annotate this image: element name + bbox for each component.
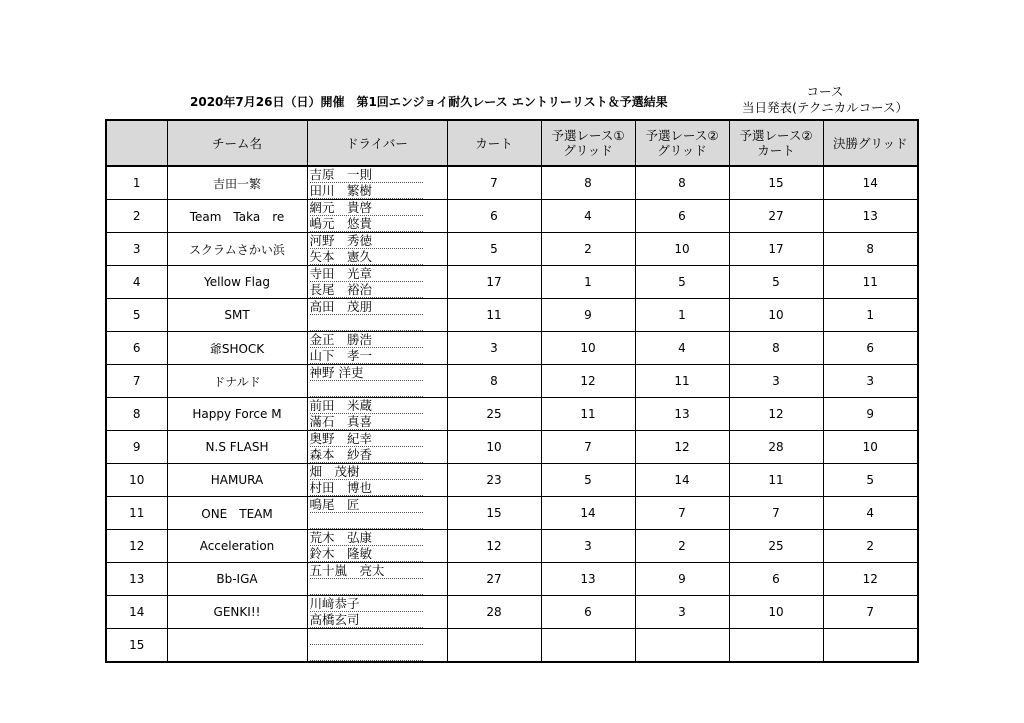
- driver-name: [310, 629, 423, 645]
- driver-cell: [307, 299, 447, 332]
- q1-grid: 7: [541, 431, 635, 464]
- table-row: [106, 365, 918, 398]
- driver-cell: [307, 497, 447, 530]
- course-info: [730, 84, 920, 116]
- q2-kart: 12: [729, 398, 823, 431]
- driver-name: [310, 579, 423, 595]
- table-row: [106, 332, 918, 365]
- kart-number: 7: [447, 166, 541, 200]
- team-name: スクラムさかい浜: [167, 233, 307, 266]
- kart-number: 12: [447, 530, 541, 563]
- q1-grid: 4: [541, 200, 635, 233]
- driver-cell: [307, 431, 447, 464]
- row-no: 11: [106, 497, 167, 530]
- table-row: [106, 431, 918, 464]
- q2-kart: 8: [729, 332, 823, 365]
- final-grid: 3: [823, 365, 918, 398]
- kart-number: 8: [447, 365, 541, 398]
- kart-number: 6: [447, 200, 541, 233]
- header-q2-grid-line1: 予選レース②: [645, 128, 719, 143]
- header-q1-grid: [541, 120, 635, 166]
- driver-name: 田川 繁樹: [310, 183, 423, 199]
- final-grid: 12: [823, 563, 918, 596]
- table-row: [106, 398, 918, 431]
- driver-name: 滿石 真喜: [310, 414, 423, 430]
- kart-number: 11: [447, 299, 541, 332]
- q2-grid: 4: [635, 332, 729, 365]
- row-no: 4: [106, 266, 167, 299]
- kart-number: 15: [447, 497, 541, 530]
- q2-kart: 27: [729, 200, 823, 233]
- q2-grid: 5: [635, 266, 729, 299]
- row-no: 5: [106, 299, 167, 332]
- team-name: 爺SHOCK: [167, 332, 307, 365]
- team-name: [167, 629, 307, 663]
- q2-grid: 10: [635, 233, 729, 266]
- q2-grid: 3: [635, 596, 729, 629]
- row-no: 6: [106, 332, 167, 365]
- driver-name: 吉原 一則: [310, 167, 423, 183]
- table-row: [106, 530, 918, 563]
- q2-grid: 6: [635, 200, 729, 233]
- table-row: [106, 266, 918, 299]
- q2-grid: 8: [635, 166, 729, 200]
- final-grid: 6: [823, 332, 918, 365]
- team-name: Acceleration: [167, 530, 307, 563]
- q2-grid: 13: [635, 398, 729, 431]
- q1-grid: 1: [541, 266, 635, 299]
- driver-name: 村田 博也: [310, 480, 423, 496]
- final-grid: 7: [823, 596, 918, 629]
- q1-grid: [541, 629, 635, 663]
- driver-cell: [307, 398, 447, 431]
- row-no: 12: [106, 530, 167, 563]
- table-row: [106, 464, 918, 497]
- driver-name: 鳴尾 匠: [310, 497, 423, 513]
- team-name: ONE TEAM: [167, 497, 307, 530]
- q2-grid: 2: [635, 530, 729, 563]
- q1-grid: 8: [541, 166, 635, 200]
- kart-number: 25: [447, 398, 541, 431]
- header-q2-kart-line1: 予選レース②: [739, 128, 813, 143]
- kart-number: 3: [447, 332, 541, 365]
- driver-cell: [307, 200, 447, 233]
- row-no: 2: [106, 200, 167, 233]
- team-name: HAMURA: [167, 464, 307, 497]
- q1-grid: 9: [541, 299, 635, 332]
- kart-number: 5: [447, 233, 541, 266]
- final-grid: 8: [823, 233, 918, 266]
- row-no: 9: [106, 431, 167, 464]
- table-row: [106, 497, 918, 530]
- q2-grid: 14: [635, 464, 729, 497]
- driver-name: 森本 紗香: [310, 447, 423, 463]
- q2-kart: 5: [729, 266, 823, 299]
- final-grid: 5: [823, 464, 918, 497]
- q1-grid: 10: [541, 332, 635, 365]
- table-row: [106, 596, 918, 629]
- driver-name: 高橋玄司: [310, 612, 423, 628]
- driver-cell: [307, 464, 447, 497]
- q1-grid: 5: [541, 464, 635, 497]
- driver-cell: [307, 530, 447, 563]
- team-name: GENKI!!: [167, 596, 307, 629]
- q2-grid: 12: [635, 431, 729, 464]
- driver-name: [310, 381, 423, 397]
- q2-grid: 9: [635, 563, 729, 596]
- table-row: [106, 200, 918, 233]
- kart-number: [447, 629, 541, 663]
- driver-cell: [307, 166, 447, 200]
- header-driver: ドライバー: [307, 120, 447, 166]
- course-value: 当日発表(テクニカルコース）: [741, 100, 908, 115]
- driver-name: 嶋元 悠貴: [310, 216, 423, 232]
- q1-grid: 12: [541, 365, 635, 398]
- driver-cell: [307, 332, 447, 365]
- kart-number: 23: [447, 464, 541, 497]
- table-row: [106, 299, 918, 332]
- q1-grid: 14: [541, 497, 635, 530]
- driver-cell: [307, 266, 447, 299]
- kart-number: 27: [447, 563, 541, 596]
- final-grid: 1: [823, 299, 918, 332]
- header-q2-kart-line2: カート: [757, 143, 795, 158]
- header-q2-grid: [635, 120, 729, 166]
- q1-grid: 2: [541, 233, 635, 266]
- q1-grid: 11: [541, 398, 635, 431]
- row-no: 10: [106, 464, 167, 497]
- document-title: 2020年7月26日（日）開催 第1回エンジョイ耐久レース エントリーリスト＆予選結果: [190, 95, 668, 109]
- final-grid: 2: [823, 530, 918, 563]
- header-no: [106, 120, 167, 166]
- final-grid: 13: [823, 200, 918, 233]
- driver-cell: [307, 563, 447, 596]
- team-name: Yellow Flag: [167, 266, 307, 299]
- final-grid: 4: [823, 497, 918, 530]
- final-grid: 11: [823, 266, 918, 299]
- course-label: コース: [806, 84, 844, 99]
- driver-cell: [307, 233, 447, 266]
- header-row: [106, 120, 918, 166]
- driver-name: 前田 米蔵: [310, 398, 423, 414]
- row-no: 7: [106, 365, 167, 398]
- row-no: 8: [106, 398, 167, 431]
- q2-kart: 25: [729, 530, 823, 563]
- driver-name: [310, 315, 423, 331]
- driver-name: 高田 茂朋: [310, 299, 423, 315]
- driver-name: 山下 孝一: [310, 348, 423, 364]
- driver-cell: [307, 596, 447, 629]
- final-grid: 10: [823, 431, 918, 464]
- driver-name: 畑 茂樹: [310, 464, 423, 480]
- driver-name: 河野 秀徳: [310, 233, 423, 249]
- q2-kart: 7: [729, 497, 823, 530]
- driver-name: 荒木 弘康: [310, 530, 423, 546]
- driver-name: 金正 勝浩: [310, 332, 423, 348]
- kart-number: 10: [447, 431, 541, 464]
- q2-kart: [729, 629, 823, 663]
- row-no: 1: [106, 166, 167, 200]
- header-q1-grid-line1: 予選レース①: [551, 128, 625, 143]
- header-q2-kart: [729, 120, 823, 166]
- q2-grid: [635, 629, 729, 663]
- q2-kart: 10: [729, 299, 823, 332]
- q2-kart: 3: [729, 365, 823, 398]
- q1-grid: 3: [541, 530, 635, 563]
- driver-cell: [307, 365, 447, 398]
- table-row: [106, 166, 918, 200]
- q2-kart: 10: [729, 596, 823, 629]
- row-no: 15: [106, 629, 167, 663]
- driver-name: 奥野 紀幸: [310, 431, 423, 447]
- q2-grid: 1: [635, 299, 729, 332]
- kart-number: 28: [447, 596, 541, 629]
- q2-kart: 17: [729, 233, 823, 266]
- driver-name: 矢本 憲久: [310, 249, 423, 265]
- team-name: Team Taka re: [167, 200, 307, 233]
- table-row: [106, 629, 918, 663]
- header-final-grid: 決勝グリッド: [823, 120, 918, 166]
- row-no: 3: [106, 233, 167, 266]
- row-no: 13: [106, 563, 167, 596]
- driver-cell: [307, 629, 447, 663]
- team-name: SMT: [167, 299, 307, 332]
- header-q1-grid-line2: グリッド: [563, 143, 613, 158]
- driver-name: 長尾 裕治: [310, 282, 423, 298]
- team-name: ドナルド: [167, 365, 307, 398]
- driver-name: 寺田 光章: [310, 266, 423, 282]
- driver-name: 川﨑恭子: [310, 596, 423, 612]
- driver-name: 網元 貴啓: [310, 200, 423, 216]
- q2-kart: 11: [729, 464, 823, 497]
- table-row: [106, 563, 918, 596]
- q1-grid: 13: [541, 563, 635, 596]
- team-name: Bb-IGA: [167, 563, 307, 596]
- q2-kart: 28: [729, 431, 823, 464]
- driver-name: [310, 513, 423, 529]
- header-kart: カート: [447, 120, 541, 166]
- entry-results-table: [105, 119, 919, 663]
- driver-name: 鈴木 隆敏: [310, 546, 423, 562]
- team-name: 吉田一繁: [167, 166, 307, 200]
- driver-name: 神野 洋吏: [310, 365, 423, 381]
- kart-number: 17: [447, 266, 541, 299]
- final-grid: 9: [823, 398, 918, 431]
- q1-grid: 6: [541, 596, 635, 629]
- row-no: 14: [106, 596, 167, 629]
- driver-name: 五十嵐 亮太: [310, 563, 423, 579]
- header-team: チーム名: [167, 120, 307, 166]
- table-row: [106, 233, 918, 266]
- team-name: Happy Force M: [167, 398, 307, 431]
- header-q2-grid-line2: グリッド: [657, 143, 707, 158]
- q2-grid: 7: [635, 497, 729, 530]
- q2-grid: 11: [635, 365, 729, 398]
- final-grid: [823, 629, 918, 663]
- driver-name: [310, 645, 423, 661]
- team-name: N.S FLASH: [167, 431, 307, 464]
- q2-kart: 15: [729, 166, 823, 200]
- final-grid: 14: [823, 166, 918, 200]
- q2-kart: 6: [729, 563, 823, 596]
